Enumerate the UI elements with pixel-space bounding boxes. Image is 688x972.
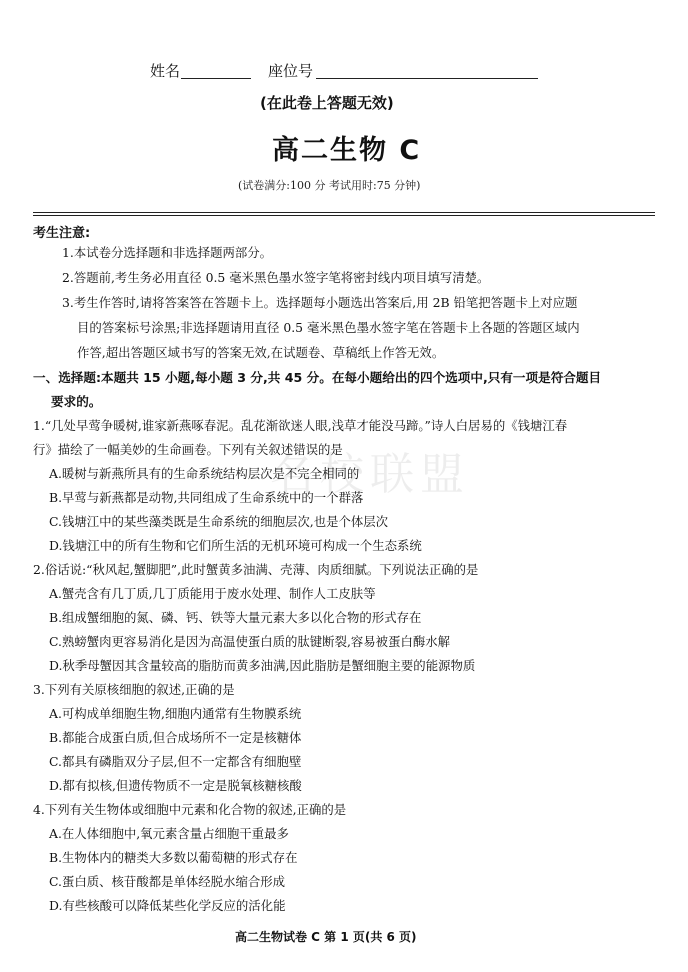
watermark: 名校联盟 xyxy=(270,449,470,500)
exam-subtitle: (试卷满分:100 分 考试用时:75 分钟) xyxy=(238,179,421,192)
header-rule-top xyxy=(33,212,655,213)
section-heading: 一、选择题:本题共 15 小题,每小题 3 分,共 45 分。在每小题给出的四个选项中,只有一项是符合题目 xyxy=(33,370,602,385)
question-option: B.组成蟹细胞的氮、磷、钙、铁等大量元素大多以化合物的形式存在 xyxy=(49,610,422,625)
notice-item: 3.考生作答时,请将答案答在答题卡上。选择题每小题选出答案后,用 2B 铅笔把答题卡上对应题 xyxy=(62,295,578,310)
question-option: B.早莺与新燕都是动物,共同组成了生命系统中的一个群落 xyxy=(49,490,364,505)
exam-title: 高二生物 C xyxy=(272,135,422,166)
notice-heading: 考生注意: xyxy=(33,226,91,241)
notice-item: 1.本试卷分选择题和非选择题两部分。 xyxy=(62,245,273,260)
question-option: D.都有拟核,但遗传物质不一定是脱氧核糖核酸 xyxy=(49,778,302,793)
page-footer: 高二生物试卷 C 第 1 页(共 6 页) xyxy=(235,930,417,944)
question-option: D.秋季母蟹因其含量较高的脂肪而黄多油满,因此脂肪是蟹细胞主要的能源物质 xyxy=(49,658,476,673)
name-label: 姓名 xyxy=(150,62,181,80)
question-stem: 行》描绘了一幅美妙的生命画卷。下列有关叙述错误的是 xyxy=(33,442,343,457)
question-option: D.有些核酸可以降低某些化学反应的活化能 xyxy=(49,898,286,913)
question-option: C.蛋白质、核苷酸都是单体经脱水缩合形成 xyxy=(49,874,286,889)
answer-invalid-note: (在此卷上答题无效) xyxy=(260,94,394,112)
seat-label: 座位号 xyxy=(268,62,314,80)
name-blank-line xyxy=(181,78,251,79)
question-option: A.蟹壳含有几丁质,几丁质能用于废水处理、制作人工皮肤等 xyxy=(49,586,376,601)
question-option: B.都能合成蛋白质,但合成场所不一定是核糖体 xyxy=(49,730,302,745)
question-option: B.生物体内的糖类大多数以葡萄糖的形式存在 xyxy=(49,850,298,865)
header-rule-bottom xyxy=(33,215,655,216)
question-stem: 3.下列有关原核细胞的叙述,正确的是 xyxy=(33,682,235,697)
notice-item: 作答,超出答题区域书写的答案无效,在试题卷、草稿纸上作答无效。 xyxy=(77,345,445,360)
seat-blank-line xyxy=(316,78,538,79)
question-option: C.钱塘江中的某些藻类既是生命系统的细胞层次,也是个体层次 xyxy=(49,514,389,529)
question-option: D.钱塘江中的所有生物和它们所生活的无机环境可构成一个生态系统 xyxy=(49,538,422,553)
question-option: A.在人体细胞中,氧元素含量占细胞干重最多 xyxy=(49,826,289,841)
question-option: A.暖树与新燕所具有的生命系统结构层次是不完全相同的 xyxy=(49,466,360,481)
question-option: C.熟螃蟹肉更容易消化是因为高温使蛋白质的肽键断裂,容易被蛋白酶水解 xyxy=(49,634,451,649)
question-stem: 1.“几处早莺争暖树,谁家新燕啄春泥。乱花渐欲迷人眼,浅草才能没马蹄。”诗人白居易的《钱塘江春 xyxy=(33,418,568,433)
question-option: A.可构成单细胞生物,细胞内通常有生物膜系统 xyxy=(49,706,302,721)
question-stem: 2.俗话说:“秋风起,蟹脚肥”,此时蟹黄多油满、壳薄、肉质细腻。下列说法正确的是 xyxy=(33,562,479,577)
question-option: C.都具有磷脂双分子层,但不一定都含有细胞壁 xyxy=(49,754,302,769)
section-heading-cont: 要求的。 xyxy=(51,394,102,409)
notice-item: 目的答案标号涂黑;非选择题请用直径 0.5 毫米黑色墨水签字笔在答题卡上各题的答题区域内 xyxy=(77,320,580,335)
notice-item: 2.答题前,考生务必用直径 0.5 毫米黑色墨水签字笔将密封线内项目填写清楚。 xyxy=(62,270,490,285)
question-stem: 4.下列有关生物体或细胞中元素和化合物的叙述,正确的是 xyxy=(33,802,347,817)
